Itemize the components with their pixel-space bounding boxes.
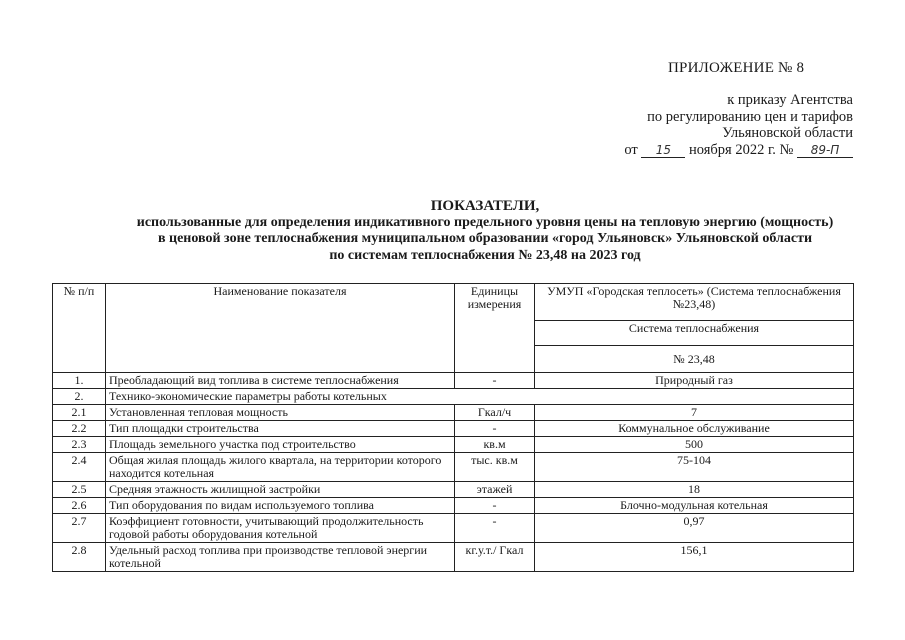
table-row — [53, 373, 854, 389]
row-name: Тип оборудования по видам используемого топлива — [106, 498, 455, 514]
order-line-1: к приказу Агентства — [727, 92, 853, 108]
table-row — [53, 405, 854, 421]
order-day-handwritten: 15 — [641, 144, 685, 158]
row-num: 1. — [53, 373, 106, 389]
row-name: Коэффициент готовности, учитывающий продолжительность годовой работы оборудования котельной — [106, 514, 455, 543]
row-value: 18 — [535, 482, 854, 498]
indicators-table — [52, 283, 854, 572]
header-system: Система теплоснабжения — [535, 321, 854, 346]
row-num: 2.1 — [53, 405, 106, 421]
table-row — [53, 437, 854, 453]
row-name: Установленная тепловая мощность — [106, 405, 455, 421]
row-name: Общая жилая площадь жилого квартала, на территории которого находится котельная — [106, 453, 455, 482]
row-num: 2.8 — [53, 543, 106, 572]
row-unit: тыс. кв.м — [455, 453, 535, 482]
table-row — [53, 389, 854, 405]
row-num: 2.5 — [53, 482, 106, 498]
row-value: 500 — [535, 437, 854, 453]
order-date-line — [624, 142, 853, 159]
row-num: 2.2 — [53, 421, 106, 437]
row-unit: этажей — [455, 482, 535, 498]
row-unit: - — [455, 373, 535, 389]
heading-line-4: по системам теплоснабжения № 23,48 на 2023 год — [329, 247, 641, 263]
row-unit: - — [455, 514, 535, 543]
order-date-middle: ноября 2022 г. № — [689, 141, 794, 158]
header-num: № п/п — [53, 284, 106, 373]
row-name: Тип площадки строительства — [106, 421, 455, 437]
table-row — [53, 514, 854, 543]
row-value: 156,1 — [535, 543, 854, 572]
heading-line-2: использованные для определения индикативного предельного уровня цены на тепловую энергию (мощность) — [136, 214, 834, 230]
row-unit: - — [455, 421, 535, 437]
order-line-3: Ульяновской области — [722, 125, 853, 141]
row-num: 2.4 — [53, 453, 106, 482]
row-value: 75-104 — [535, 453, 854, 482]
table-row — [53, 421, 854, 437]
header-system-number: № 23,48 — [535, 346, 854, 373]
order-reference — [624, 92, 853, 158]
row-name: Площадь земельного участка под строительство — [106, 437, 455, 453]
header-unit: Единицы измерения — [455, 284, 535, 373]
row-unit: - — [455, 498, 535, 514]
row-value: Природный газ — [535, 373, 854, 389]
row-name: Технико-экономические параметры работы котельных — [106, 389, 854, 405]
header-name: Наименование показателя — [106, 284, 455, 373]
order-date-prefix: от — [624, 141, 638, 158]
row-value: 7 — [535, 405, 854, 421]
table-row — [53, 498, 854, 514]
row-num: 2.7 — [53, 514, 106, 543]
row-value: 0,97 — [535, 514, 854, 543]
row-name: Средняя этажность жилищной застройки — [106, 482, 455, 498]
row-value: Коммунальное обслуживание — [535, 421, 854, 437]
row-unit: Гкал/ч — [455, 405, 535, 421]
table-row — [53, 482, 854, 498]
row-num: 2.6 — [53, 498, 106, 514]
document-heading — [40, 198, 905, 264]
table-header-row — [53, 284, 854, 321]
table-row — [53, 543, 854, 572]
appendix-title: ПРИЛОЖЕНИЕ № 8 — [668, 60, 805, 76]
table-row — [53, 453, 854, 482]
row-unit: кг.у.т./ Гкал — [455, 543, 535, 572]
row-num: 2. — [53, 389, 106, 405]
row-num: 2.3 — [53, 437, 106, 453]
row-value: Блочно-модульная котельная — [535, 498, 854, 514]
order-number-handwritten: 89-П — [797, 144, 853, 158]
header-organization: УМУП «Городская теплосеть» (Система теплоснабжения №23,48) — [535, 284, 854, 321]
heading-title: ПОКАЗАТЕЛИ, — [430, 198, 540, 214]
row-name: Преобладающий вид топлива в системе теплоснабжения — [106, 373, 455, 389]
heading-line-3: в ценовой зоне теплоснабжения муниципальном образовании «город Ульяновск» Ульяновской области — [157, 231, 813, 246]
order-line-2: по регулированию цен и тарифов — [647, 108, 853, 125]
row-name: Удельный расход топлива при производстве тепловой энергии котельной — [106, 543, 455, 572]
row-unit: кв.м — [455, 437, 535, 453]
